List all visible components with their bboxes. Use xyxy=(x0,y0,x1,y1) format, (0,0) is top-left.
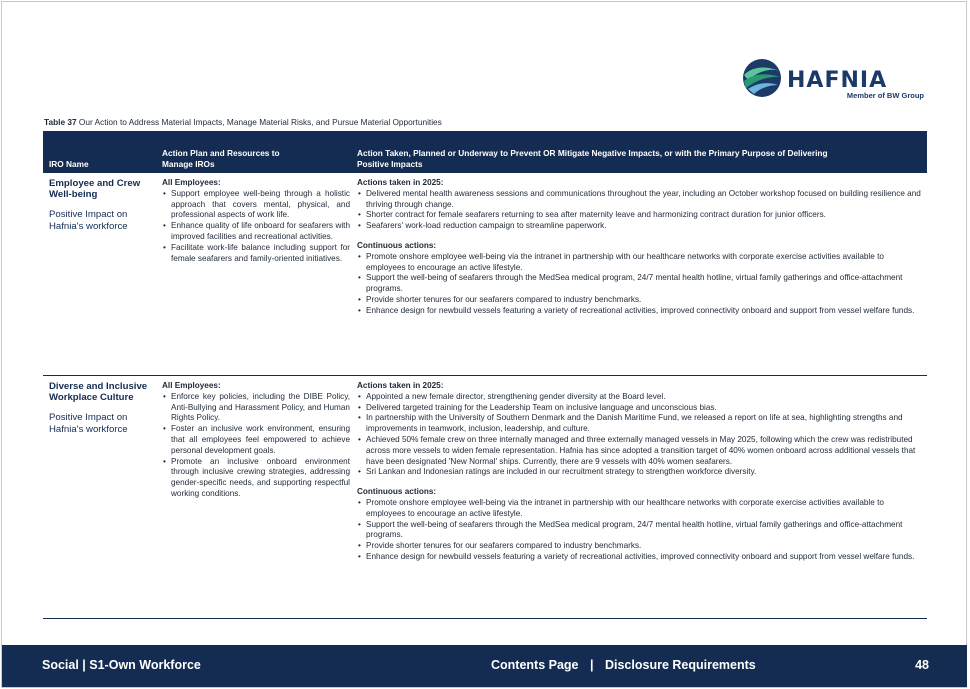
list-item: • Enhance design for newbuild vessels featuring a variety of recreational activities, improved connectivity onboard and support from vessel welfare funds. xyxy=(357,552,925,563)
table-row xyxy=(43,178,927,373)
list-item: • Appointed a new female director, strengthening gender diversity at the Board level. xyxy=(357,392,925,403)
logo-wordmark: HAFNIA xyxy=(787,68,888,93)
iro-cell xyxy=(49,178,157,232)
list-item: • Foster an inclusive work environment, ensuring that all employees feel empowered to achieve personal development goals. xyxy=(162,424,350,456)
list-item: • Shorter contract for female seafarers returning to sea after maternity leave and harmonizing contract duration for junior officers. xyxy=(357,210,925,221)
table-caption-number: Table 37 xyxy=(44,117,77,127)
taken-list xyxy=(357,189,925,232)
action-taken-cell xyxy=(357,381,925,563)
list-item: • Enhance design for newbuild vessels featuring a variety of recreational activities, improved connectivity onboard and support from vessel welfare funds. xyxy=(357,306,925,317)
list-item: • In partnership with the University of Southern Denmark and the Danish Maritime Fund, we released a report on life at sea, highlighting strengths and improvements in teamwork, inclusion, leadership, and culture. xyxy=(357,413,925,435)
header-action-taken: Action Taken, Planned or Underway to Prevent OR Mitigate Negative Impacts, or with the Primary Purpose of Delivering Positive Impacts xyxy=(357,148,828,169)
action-taken-cell xyxy=(357,178,925,317)
list-item: • Provide shorter tenures for our seafarers compared to industry benchmarks. xyxy=(357,295,925,306)
row-divider xyxy=(43,375,927,376)
list-item: • Sri Lankan and Indonesian ratings are included in our recruitment strategy to strengthen workforce diversity. xyxy=(357,467,925,478)
header-action-plan: Action Plan and Resources to Manage IROs xyxy=(162,148,280,169)
list-item: • Support employee well-being through a holistic approach that covers mental, physical, and professional aspects of work life. xyxy=(162,189,350,221)
plan-heading: All Employees: xyxy=(162,381,221,390)
list-item: • Seafarers' work-load reduction campaign to streamline paperwork. xyxy=(357,221,925,232)
footer-nav xyxy=(491,658,756,672)
list-item: • Enhance quality of life onboard for seafarers with improved facilities and recreational activities. xyxy=(162,221,350,243)
iro-title: Diverse and Inclusive Workplace Culture xyxy=(49,381,148,404)
list-item: • Delivered targeted training for the Leadership Team on inclusive language and unconscious bias. xyxy=(357,403,925,414)
iro-cell xyxy=(49,381,157,435)
list-item: • Support the well-being of seafarers through the MedSea medical program, 24/7 mental health hotline, virtual family gatherings and office-attachment programs. xyxy=(357,520,925,542)
logo-tagline: Member of BW Group xyxy=(846,91,924,100)
page-footer xyxy=(2,645,967,687)
table-caption-text: Our Action to Address Material Impacts, Manage Material Risks, and Pursue Material Opportunities xyxy=(76,117,442,127)
footer-separator: | xyxy=(590,658,594,672)
hafnia-logo xyxy=(742,58,927,104)
header-iro-name: IRO Name xyxy=(49,159,89,169)
taken-heading: Actions taken in 2025: xyxy=(357,178,444,187)
page-number: 48 xyxy=(915,658,929,672)
table-header xyxy=(43,131,927,173)
row-divider xyxy=(43,618,927,619)
iro-impact: Positive Impact on Hafnia's workforce xyxy=(49,209,128,232)
list-item: • Promote an inclusive onboard environment through inclusive crewing strategies, addressing gender-specific needs, and supporting respectful working conditions. xyxy=(162,457,350,500)
iro-impact: Positive Impact on Hafnia's workforce xyxy=(49,412,128,435)
taken-list xyxy=(357,392,925,478)
table-row xyxy=(43,381,927,617)
continuous-list xyxy=(357,252,925,317)
action-plan-cell xyxy=(162,381,350,500)
continuous-heading: Continuous actions: xyxy=(357,240,437,250)
hafnia-wave-icon xyxy=(742,58,782,98)
table-caption xyxy=(44,117,442,127)
disclosure-requirements-link[interactable]: Disclosure Requirements xyxy=(604,658,756,672)
plan-heading: All Employees: xyxy=(162,178,221,187)
iro-title: Employee and Crew Well-being xyxy=(49,178,141,201)
action-plan-cell xyxy=(162,178,350,264)
taken-heading: Actions taken in 2025: xyxy=(357,381,444,390)
list-item: • Facilitate work-life balance including support for female seafarers and family-oriented initiatives. xyxy=(162,243,350,265)
list-item: • Provide shorter tenures for our seafarers compared to industry benchmarks. xyxy=(357,541,925,552)
list-item: • Enforce key policies, including the DIBE Policy, Anti-Bullying and Harassment Policy, and Human Rights Policy. xyxy=(162,392,350,424)
list-item: • Delivered mental health awareness sessions and communications throughout the year, including an October workshop focused on building resilience and thriving through change. xyxy=(357,189,925,211)
list-item: • Support the well-being of seafarers through the MedSea medical program, 24/7 mental health hotline, virtual family gatherings and office-attachment programs. xyxy=(357,273,925,295)
plan-list xyxy=(162,189,350,265)
list-item: • Promote onshore employee well-being via the intranet in partnership with our healthcare networks with corporate exercise activities available to employees to encourage an active lifestyle. xyxy=(357,252,925,274)
contents-page-link[interactable]: Contents Page xyxy=(491,658,579,672)
continuous-list xyxy=(357,498,925,563)
list-item: • Achieved 50% female crew on three internally managed and three externally managed vessels in May 2025, following which the crew was redistributed across more vessels to widen female representation. Hafnia has since adopted a transition target of 40% women onboard across additional vessels that have been designated 'New Normal' ships. Currently, there are 9 vessels with 40% women seafarers. xyxy=(357,435,925,467)
continuous-heading: Continuous actions: xyxy=(357,487,437,497)
list-item: • Promote onshore employee well-being via the intranet in partnership with our healthcare networks with corporate exercise activities available to employees to encourage an active lifestyle. xyxy=(357,498,925,520)
plan-list xyxy=(162,392,350,500)
footer-section-label: Social | S1-Own Workforce xyxy=(42,658,201,672)
